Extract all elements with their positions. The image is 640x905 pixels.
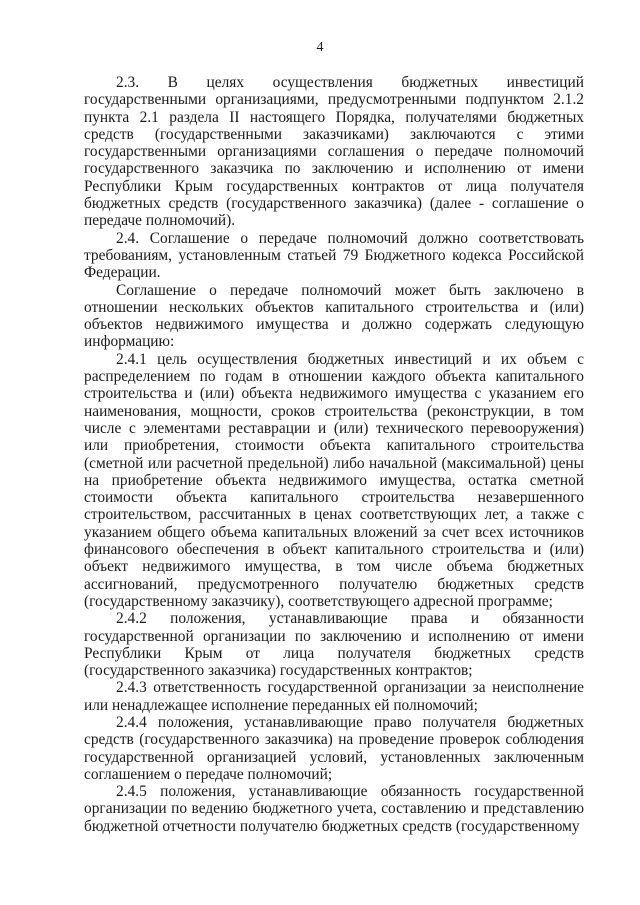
paragraph-2-4-4: 2.4.4 положения, устанавливающие право получателя бюджетных средств (государственного заказчика) на проведение проверок соблюдения государственной организацией условий, установленных заключенным соглашением о передаче полномочий; <box>84 713 584 783</box>
paragraph-2-4-1: 2.4.1 цель осуществления бюджетных инвестиций и их объем с распределением по годам в отношении каждого объекта капитального строительства и (или) объекта недвижимого имущества с указанием его наименования, мощности, сроков строительства (реконструкции, в том числе с элементами реставрации и (или) технического перевооружения) или приобретения, стоимости объекта капитального строительства (сметной или расчетной предельной) либо начальной (максимальной) цены на приобретение объекта недвижимого имущества, остатка сметной стоимости объекта капитального строительства незавершенного строительством, рассчитанных в ценах соответствующих лет, а также с указанием общего объема капитальных вложений за счет всех источников финансового обеспечения в объект капитального строительства и (или) объект недвижимого имущества, в том числе объема бюджетных ассигнований, предусмотренного получателю бюджетных средств (государственному заказчику), соответствующего адресной программе; <box>84 350 584 610</box>
page-number: 4 <box>316 40 324 55</box>
paragraph-2-4-5: 2.4.5 положения, устанавливающие обязанность государственной организации по ведению бюджетного учета, составлению и представлению бюджетной отчетности получателю бюджетных средств (государственному <box>84 783 584 835</box>
paragraph-2-4-3: 2.4.3 ответственность государственной организации за неисполнение или ненадлежащее исполнение переданных ей полномочий; <box>84 679 584 714</box>
paragraph-agreement-content: Соглашение о передаче полномочий может быть заключено в отношении нескольких объектов капитального строительства и (или) объектов недвижимого имущества и должно содержать следующую информацию: <box>84 281 584 351</box>
paragraph-2-3: 2.3. В целях осуществления бюджетных инвестиций государственными организациями, предусмотренными подпунктом 2.1.2 пункта 2.1 раздела II настоящего Порядка, получателями бюджетных средств (государственными заказчиками) заключаются с этими государственными организациями соглашения о передаче полномочий государственного заказчика по заключению и исполнению от имени Республики Крым государственных контрактов от лица получателя бюджетных средств (государственного заказчика) (далее - соглашение о передаче полномочий). <box>84 74 584 230</box>
paragraph-2-4-2: 2.4.2 положения, устанавливающие права и обязанности государственной организации по заключению и исполнению от имени Республики Крым от лица получателя бюджетных средств (государственного заказчика) государственных контрактов; <box>84 610 584 680</box>
paragraph-2-4: 2.4. Соглашение о передаче полномочий должно соответствовать требованиям, установленным статьей 79 Бюджетного кодекса Российской Федерации. <box>84 229 584 282</box>
document-body <box>84 74 584 835</box>
